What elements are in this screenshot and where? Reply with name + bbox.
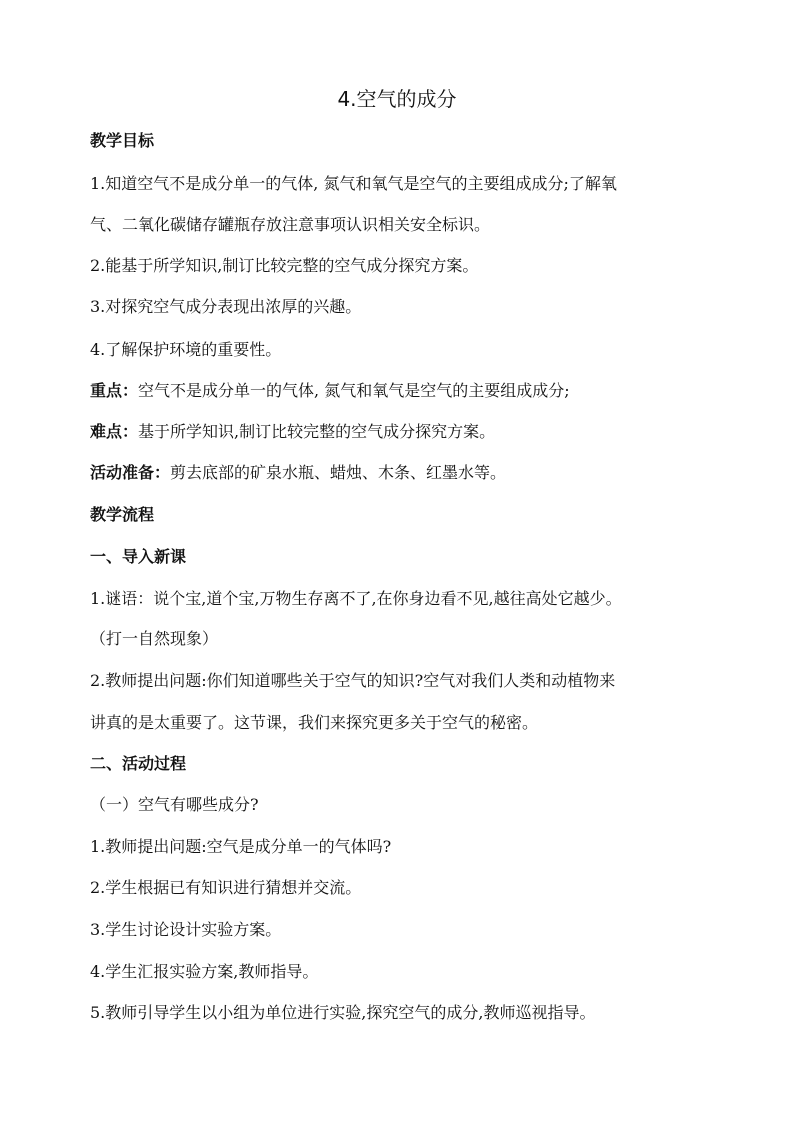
key-point-text: 空气不是成分单一的气体, 氮气和氧气是空气的主要组成成分; [138, 381, 570, 400]
difficult-point [90, 421, 495, 443]
part1-line-1: 1.谜语：说个宝,道个宝,万物生存离不了,在你身边看不见,越往高处它越少。 [90, 589, 622, 608]
part2-heading: 二、活动过程 [90, 754, 187, 773]
part2-line-2: 2.学生根据已有知识进行猜想并交流。 [90, 878, 362, 897]
objective-line-4: 4.了解保护环境的重要性。 [90, 340, 282, 359]
objective-line-3: 3.对探究空气成分表现出浓厚的兴趣。 [90, 297, 362, 316]
objective-line-2: 2.能基于所学知识,制订比较完整的空气成分探究方案。 [90, 256, 479, 275]
section-heading-objectives: 教学目标 [90, 131, 155, 150]
section-heading-process: 教学流程 [90, 505, 155, 524]
key-point [90, 380, 570, 402]
part1-heading: 一、导入新课 [90, 547, 187, 566]
key-point-label: 重点： [90, 381, 139, 400]
objective-line-1: 1.知道空气不是成分单一的气体, 氮气和氧气是空气的主要组成成分;了解氧 [90, 174, 617, 193]
preparation-text: 剪去底部的矿泉水瓶、蜡烛、木条、红墨水等。 [170, 463, 507, 482]
part2-line-4: 4.学生汇报实验方案,教师指导。 [90, 962, 319, 981]
part2-subheading: （一）空气有哪些成分? [90, 795, 259, 814]
part1-line-4: 讲真的是太重要了。这节课，我们来探究更多关于空气的秘密。 [90, 713, 539, 732]
objective-line-1-continued: 气、二氧化碳储存罐瓶存放注意事项认识相关安全标识。 [90, 215, 491, 234]
difficult-point-text: 基于所学知识,制订比较完整的空气成分探究方案。 [138, 422, 496, 441]
part2-line-1: 1.教师提出问题:空气是成分单一的气体吗? [90, 837, 392, 856]
preparation-label: 活动准备： [90, 463, 171, 482]
part2-line-5: 5.教师引导学生以小组为单位进行实验,探究空气的成分,教师巡视指导。 [90, 1003, 596, 1022]
activity-preparation [90, 462, 506, 484]
page-title: 4.空气的成分 [337, 87, 457, 111]
part1-line-3: 2.教师提出问题:你们知道哪些关于空气的知识?空气对我们人类和动植物来 [90, 671, 616, 690]
part1-line-2: （打一自然现象） [90, 629, 219, 648]
difficult-point-label: 难点： [90, 422, 139, 441]
part2-line-3: 3.学生讨论设计实验方案。 [90, 920, 282, 939]
